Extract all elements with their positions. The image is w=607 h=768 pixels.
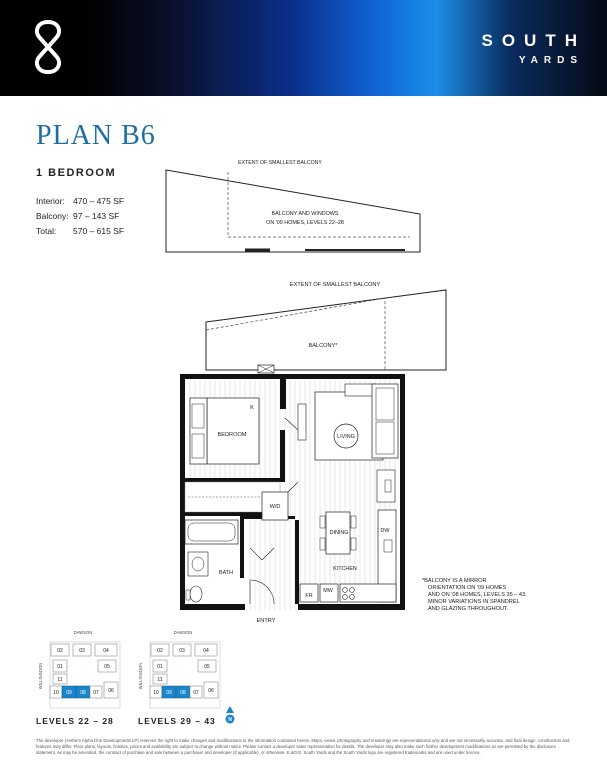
keyplan-1-levels-label: LEVELS 22 – 28	[36, 716, 114, 726]
unit-04: 04	[203, 648, 209, 654]
unit-03: 03	[79, 648, 85, 654]
area-label: Total:	[36, 226, 57, 236]
unit-05: 05	[204, 664, 210, 670]
keyplan-street-side: WILLINGDON	[138, 662, 143, 690]
keyplan-levels-29-43	[138, 630, 220, 708]
living-label: LIVING	[337, 434, 355, 440]
fr-label: FR	[305, 593, 313, 599]
bedroom-count: 1 BEDROOM	[36, 167, 117, 179]
unit-10: 10	[153, 690, 159, 696]
area-label: Balcony:	[36, 211, 69, 221]
bed-size-label: K	[250, 405, 254, 411]
keyplan-2-levels-label: LEVELS 29 – 43	[138, 716, 216, 726]
unit-09-highlight: 09	[166, 690, 172, 696]
north-letter: N	[228, 717, 232, 723]
keyplan-levels-22-28	[38, 630, 120, 708]
unit-02: 02	[157, 648, 163, 654]
mw-label: MW	[323, 588, 333, 594]
upper-extent-label: EXTENT OF SMALLEST BALCONY	[238, 160, 322, 166]
unit-plan	[180, 374, 405, 624]
upper-note-line-2: ON '09 HOMES, LEVELS 22–28	[266, 220, 344, 226]
unit-11: 11	[57, 677, 63, 683]
footnote-line-5: AND GLAZING THROUGHOUT.	[428, 606, 509, 612]
unit-08-highlight: 08	[80, 690, 86, 696]
upper-note-line-1: BALCONY AND WINDOWS	[271, 211, 339, 217]
area-value: 97 – 143 SF	[73, 211, 120, 221]
keyplan-street-top: DAWSON	[173, 630, 193, 635]
area-value: 470 – 475 SF	[73, 196, 125, 206]
unit-06: 06	[208, 688, 214, 694]
footnote-line-2: ORIENTATION ON '09 HOMES	[428, 585, 507, 591]
dining-label: DINING	[329, 530, 349, 536]
kitchen-label: KITCHEN	[333, 566, 357, 572]
unit-02: 02	[57, 648, 63, 654]
unit-11: 11	[157, 677, 163, 683]
bedroom-label: BEDROOM	[217, 432, 247, 438]
area-label: Interior:	[36, 196, 65, 206]
unit-10: 10	[53, 690, 59, 696]
entry-label: ENTRY	[256, 618, 276, 624]
unit-09-highlight: 09	[66, 690, 72, 696]
footnote-line-1: *BALCONY IS A MIRROR	[422, 578, 487, 584]
unit-04: 04	[103, 648, 109, 654]
main-balcony	[206, 282, 446, 373]
bath-label: BATH	[219, 570, 233, 576]
unit-07: 07	[193, 690, 199, 696]
plan-title: PLAN B6	[36, 120, 156, 151]
footnote-line-3: AND ON '08 HOMES, LEVELS 35 – 43.	[428, 592, 527, 598]
unit-05: 05	[104, 664, 110, 670]
unit-06: 06	[108, 688, 114, 694]
dw-label: DW	[380, 528, 390, 534]
footnote-line-4: MINOR VARIATIONS IN SPANDREL	[428, 599, 520, 605]
area-value: 570 – 615 SF	[73, 226, 125, 236]
keyplan-street-top: DAWSON	[73, 630, 93, 635]
balcony-label: BALCONY*	[308, 343, 338, 349]
unit-01: 01	[57, 664, 63, 670]
brand-line-1: SOUTH	[481, 31, 586, 50]
upper-balcony-plan	[166, 160, 420, 252]
keyplan-street-side: WILLINGDON	[38, 662, 43, 690]
balcony-footnote	[422, 578, 527, 612]
north-arrow-icon	[226, 706, 235, 724]
unit-08-highlight: 08	[180, 690, 186, 696]
unit-07: 07	[93, 690, 99, 696]
unit-01: 01	[157, 664, 163, 670]
wd-label: W/D	[269, 504, 281, 510]
legal-disclaimer: The developer (Anthem Alpha One Developments LP) reserves the right to make changes and modifications to the information contained herein. Maps, views, photography and renderings are representational only and are not necessarily accurate, and final design, construction and features may differ. Floor plans, layouts, finishes, prices and availability are subject to change without notice. Please contact a developer sales representative for details. The developer may also make such further development modifications as are permitted by the disclosure statement, as may be amended, the contract of purchase and sale between a purchaser and developer (if applicable), or otherwise. E.&O.E. South Yards and the South Yards logo are registered trademarks and are used under licence.	[36, 738, 570, 755]
main-extent-label: EXTENT OF SMALLEST BALCONY	[289, 282, 381, 288]
brand-line-2: YARDS	[518, 55, 583, 66]
unit-03: 03	[179, 648, 185, 654]
